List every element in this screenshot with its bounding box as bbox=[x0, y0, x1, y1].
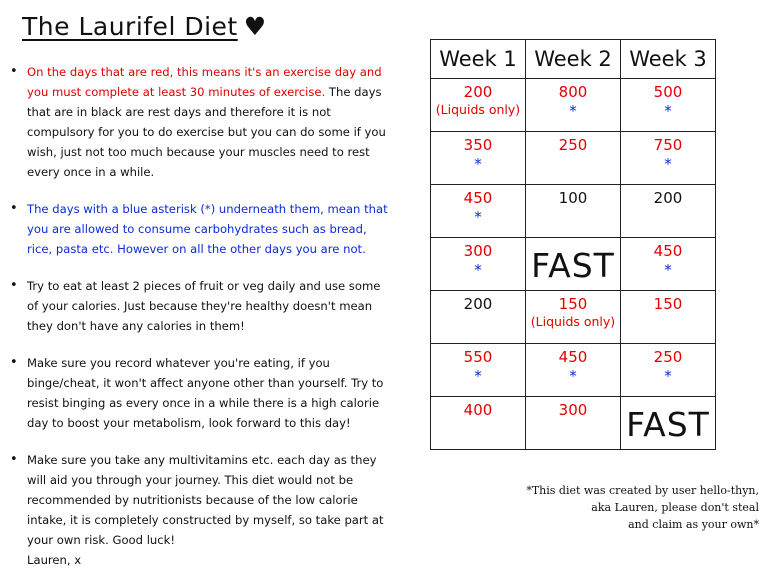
day-cell bbox=[621, 132, 716, 185]
heart-icon: ♥ bbox=[243, 12, 267, 41]
table-header-row bbox=[431, 40, 716, 79]
note-multivitamins-text: Make sure you take any multivitamins etc. each day as they will aid you through your journey. This diet would not be recommended by nutritionists because of the low calorie intake, it is completely constructed by myself, so take part at your own risk. Good luck! bbox=[27, 453, 384, 547]
day-cell bbox=[431, 344, 526, 397]
calorie-value: 200 bbox=[463, 295, 493, 313]
day-cell bbox=[526, 132, 621, 185]
day-cell bbox=[526, 291, 621, 344]
carb-asterisk-icon: * bbox=[664, 102, 672, 120]
table-row bbox=[431, 132, 716, 185]
fast-label: FAST bbox=[626, 405, 710, 444]
table-row bbox=[431, 79, 716, 132]
day-cell bbox=[431, 291, 526, 344]
calorie-value: 450 bbox=[558, 348, 588, 366]
liquids-only-note: (Liquids only) bbox=[435, 102, 521, 117]
day-cell bbox=[526, 79, 621, 132]
calorie-value: 450 bbox=[463, 189, 493, 207]
signature: Lauren, x bbox=[27, 553, 82, 567]
day-cell bbox=[431, 79, 526, 132]
carb-asterisk-icon: * bbox=[569, 367, 577, 385]
day-cell bbox=[526, 238, 621, 291]
table-row bbox=[431, 238, 716, 291]
calorie-value: 250 bbox=[653, 348, 683, 366]
calorie-value: 550 bbox=[463, 348, 493, 366]
day-cell bbox=[621, 344, 716, 397]
note-black-text: The days that are in black are rest days and therefore it is not compulsory for you to do exercise but you can do some if you wish, just not too much because your muscles need to rest every once in a while. bbox=[27, 85, 386, 179]
table-row bbox=[431, 397, 716, 450]
calorie-value: 800 bbox=[558, 83, 588, 101]
table-row bbox=[431, 291, 716, 344]
carb-asterisk-icon: * bbox=[664, 367, 672, 385]
carb-asterisk-icon: * bbox=[474, 367, 482, 385]
calorie-value: 350 bbox=[463, 136, 493, 154]
calorie-value: 150 bbox=[653, 295, 683, 313]
table-body bbox=[431, 79, 716, 450]
day-cell bbox=[431, 238, 526, 291]
table-row bbox=[431, 344, 716, 397]
carb-asterisk-icon: * bbox=[474, 261, 482, 279]
footnote-line: aka Lauren, please don't steal bbox=[591, 501, 759, 514]
day-cell bbox=[431, 132, 526, 185]
calorie-value: 750 bbox=[653, 136, 683, 154]
carb-asterisk-icon: * bbox=[664, 261, 672, 279]
carb-asterisk-icon: * bbox=[664, 155, 672, 173]
day-cell bbox=[431, 185, 526, 238]
header-week-3: Week 3 bbox=[621, 40, 716, 79]
day-cell bbox=[431, 397, 526, 450]
note-fruit-veg: • Try to eat at least 2 pieces of fruit or veg daily and use some of your calories. Just because they're healthy doesn't mean they don't have any calories in them! bbox=[8, 276, 388, 336]
calorie-value: 100 bbox=[558, 189, 588, 207]
calorie-value: 200 bbox=[653, 189, 683, 207]
note-carb-days: • The days with a blue asterisk (*) underneath them, mean that you are allowed to consume carbohydrates such as bread, rice, pasta etc. However on all the other days you are not. bbox=[8, 199, 388, 259]
day-cell bbox=[526, 344, 621, 397]
page-title bbox=[22, 12, 267, 41]
note-multivitamins bbox=[8, 450, 388, 570]
calorie-value: 500 bbox=[653, 83, 683, 101]
calorie-value: 250 bbox=[558, 136, 588, 154]
calorie-value: 300 bbox=[463, 242, 493, 260]
calorie-value: 400 bbox=[463, 401, 493, 419]
note-exercise-days bbox=[8, 62, 388, 182]
calorie-value: 450 bbox=[653, 242, 683, 260]
header-week-1: Week 1 bbox=[431, 40, 526, 79]
carb-asterisk-icon: * bbox=[474, 208, 482, 226]
title-text: The Laurifel Diet bbox=[22, 12, 238, 41]
liquids-only-note: (Liquids only) bbox=[530, 314, 616, 329]
footnote bbox=[519, 482, 759, 533]
carb-asterisk-icon: * bbox=[474, 155, 482, 173]
day-cell bbox=[526, 397, 621, 450]
day-cell bbox=[526, 185, 621, 238]
footnote-line: *This diet was created by user hello-thyn, bbox=[526, 484, 759, 497]
footnote-line: and claim as your own* bbox=[628, 518, 759, 531]
day-cell bbox=[621, 397, 716, 450]
calorie-value: 150 bbox=[558, 295, 588, 313]
table-row bbox=[431, 185, 716, 238]
instructions-list bbox=[8, 62, 388, 570]
calorie-value: 300 bbox=[558, 401, 588, 419]
fast-label: FAST bbox=[531, 246, 615, 285]
calorie-value: 200 bbox=[463, 83, 493, 101]
diet-table bbox=[430, 39, 716, 450]
day-cell bbox=[621, 79, 716, 132]
day-cell bbox=[621, 238, 716, 291]
day-cell bbox=[621, 185, 716, 238]
header-week-2: Week 2 bbox=[526, 40, 621, 79]
note-red-text: On the days that are red, this means it's an exercise day and you must complete at least 30 minutes of exercise. bbox=[27, 65, 382, 99]
day-cell bbox=[621, 291, 716, 344]
carb-asterisk-icon: * bbox=[569, 102, 577, 120]
note-record: • Make sure you record whatever you're eating, if you binge/cheat, it won't affect anyone other than yourself. Try to resist binging as every once in a while there is a high calorie day to boost your metabolism, look forward to this day! bbox=[8, 353, 388, 433]
